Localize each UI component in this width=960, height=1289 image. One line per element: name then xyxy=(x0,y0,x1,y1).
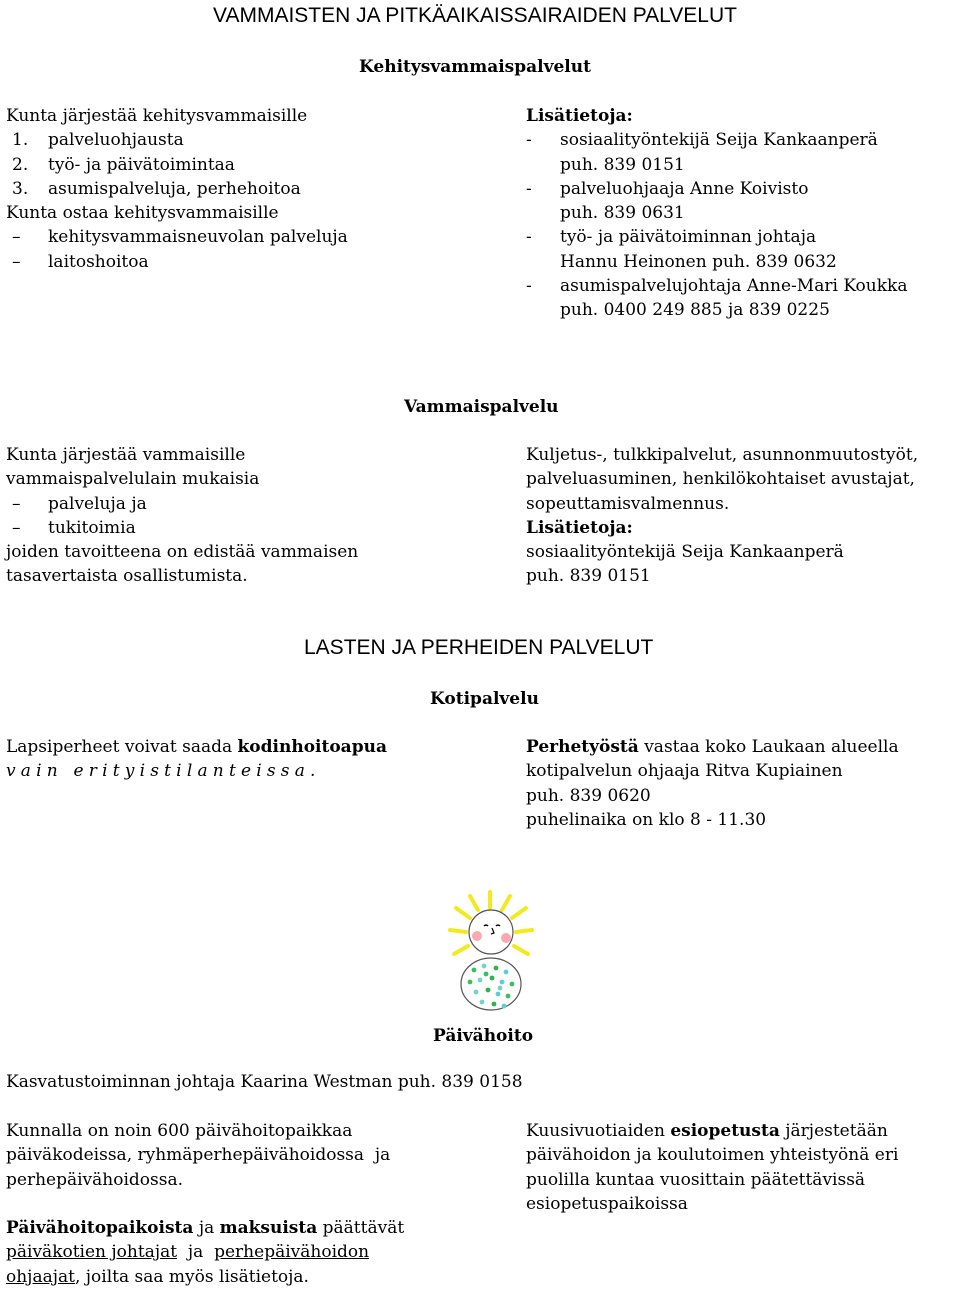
body-dot xyxy=(510,982,515,987)
text-line: tasavertaista osallistumista. xyxy=(6,566,248,587)
body-dot xyxy=(504,970,509,975)
kehitys-left-column xyxy=(6,104,486,274)
contact-phone: puh. 839 0151 xyxy=(526,566,651,587)
text-line: kotipalvelun ohjaaja Ritva Kupiainen xyxy=(526,761,843,782)
kehitys-contacts xyxy=(526,104,956,323)
contact-phone: Hannu Heinonen puh. 839 0632 xyxy=(560,251,837,272)
contact-line: - työ- ja päivätoiminnan johtaja xyxy=(526,227,817,248)
vammais-left-column xyxy=(6,443,486,589)
list-item: 1. palveluohjausta xyxy=(12,130,184,151)
text-line: vammaispalvelulain mukaisia xyxy=(6,469,260,490)
text-line: puhelinaika on klo 8 - 11.30 xyxy=(526,809,767,830)
paivahoito-heading: Päivähoito xyxy=(433,1026,534,1046)
contact-phone: puh. 0400 249 885 ja 839 0225 xyxy=(560,300,830,321)
section-title-lasten: LASTEN JA PERHEIDEN PALVELUT xyxy=(304,636,654,659)
body-dot xyxy=(474,990,479,995)
text-line: ohjaajat, joilta saa myös lisätietoja. xyxy=(6,1266,309,1287)
body-dot xyxy=(468,980,473,985)
text-line: sopeuttamisvalmennus. xyxy=(526,493,730,514)
paivahoito-contact: Kasvatustoiminnan johtaja Kaarina Westman puh. 839 0158 xyxy=(6,1072,523,1092)
body-dot xyxy=(498,986,503,991)
cheek xyxy=(501,933,511,943)
text-line: Kunnalla on noin 600 päivähoitopaikkaa xyxy=(6,1121,353,1141)
lisatietoja-label: Lisätietoja: xyxy=(526,106,633,126)
koti-left-column xyxy=(6,735,486,784)
list-item: – tukitoimia xyxy=(12,517,136,538)
body-dot xyxy=(506,994,511,999)
cheek xyxy=(472,931,482,941)
contact-line: - palveluohjaaja Anne Koivisto xyxy=(526,178,809,199)
text-line: Kuusivuotiaiden esiopetusta järjestetään xyxy=(526,1121,888,1141)
list-item: – palveluja ja xyxy=(12,493,147,514)
text-line: esiopetuspaikoissa xyxy=(526,1193,688,1214)
text-line: puolilla kuntaa vuosittain päätettävissä xyxy=(526,1169,866,1190)
vammais-right-column xyxy=(526,443,956,589)
text-line: Päivähoitopaikoista ja maksuista päättävät xyxy=(6,1218,405,1239)
contact-line: sosiaalityöntekijä Seija Kankaanperä xyxy=(526,542,844,563)
contact-line: - sosiaalityöntekijä Seija Kankaanperä xyxy=(526,130,878,151)
contact-phone: puh. 839 0631 xyxy=(560,203,685,224)
body-dot xyxy=(490,976,495,981)
lisatietoja-label: Lisätietoja: xyxy=(526,517,633,538)
body-dot xyxy=(500,980,505,985)
body-dot xyxy=(484,972,489,977)
text-line: Kuljetus-, tulkkipalvelut, asunnonmuutostyöt, xyxy=(526,445,919,465)
paiva-left-column xyxy=(6,1119,506,1289)
text-line: Lapsiperheet voivat saada kodinhoitoapua xyxy=(6,737,387,757)
emphasis-text: vain erityistilanteissa. xyxy=(6,761,321,782)
kotipalvelu-heading: Kotipalvelu xyxy=(430,689,539,709)
text-line: päiväkotien johtajat ja perhepäivähoidon xyxy=(6,1242,370,1263)
list-item: 3. asumispalveluja, perhehoitoa xyxy=(12,178,301,199)
contact-phone: puh. 839 0151 xyxy=(560,154,685,175)
contact-phone: puh. 839 0620 xyxy=(526,785,651,806)
text-line: perhepäivähoidossa. xyxy=(6,1169,183,1190)
paiva-right-column xyxy=(526,1119,956,1216)
body-dot xyxy=(480,1000,485,1005)
text-line: päiväkodeissa, ryhmäperhepäivähoidossa ja xyxy=(6,1145,391,1166)
body-dot xyxy=(486,988,491,993)
kehitys-intro: Kunta järjestää kehitysvammaisille xyxy=(6,106,308,126)
body-dot xyxy=(496,992,501,997)
contact-line: - asumispalvelujohtaja Anne-Mari Koukka xyxy=(526,276,908,297)
kehitysvammaispalvelut-heading: Kehitysvammaispalvelut xyxy=(359,57,591,77)
body-dot xyxy=(492,1002,497,1007)
list-item: – kehitysvammaisneuvolan palveluja xyxy=(12,227,348,248)
child-illustration xyxy=(440,888,550,1016)
text-line: joiden tavoitteena on edistää vammaisen xyxy=(6,542,359,563)
body-dot xyxy=(478,978,483,983)
text-line: Perhetyöstä vastaa koko Laukaan alueella xyxy=(526,737,899,757)
text-line: Kunta järjestää vammaisille xyxy=(6,445,246,465)
body-dot xyxy=(472,968,477,973)
kehitys-buys: Kunta ostaa kehitysvammaisille xyxy=(6,203,279,224)
body-dot xyxy=(494,966,499,971)
list-item: 2. työ- ja päivätoimintaa xyxy=(12,154,235,175)
body-dot xyxy=(502,1004,507,1009)
text-line: palveluasuminen, henkilökohtaiset avustajat, xyxy=(526,469,915,490)
text-line: päivähoidon ja koulutoimen yhteistyönä eri xyxy=(526,1145,899,1166)
vammaispalvelu-heading: Vammaispalvelu xyxy=(404,397,559,417)
section-title-vammaisten: VAMMAISTEN JA PITKÄAIKAISSAIRAIDEN PALVELUT xyxy=(213,4,737,27)
list-item: – laitoshoitoa xyxy=(12,251,149,272)
koti-right-column xyxy=(526,735,956,832)
body-dot xyxy=(482,964,487,969)
